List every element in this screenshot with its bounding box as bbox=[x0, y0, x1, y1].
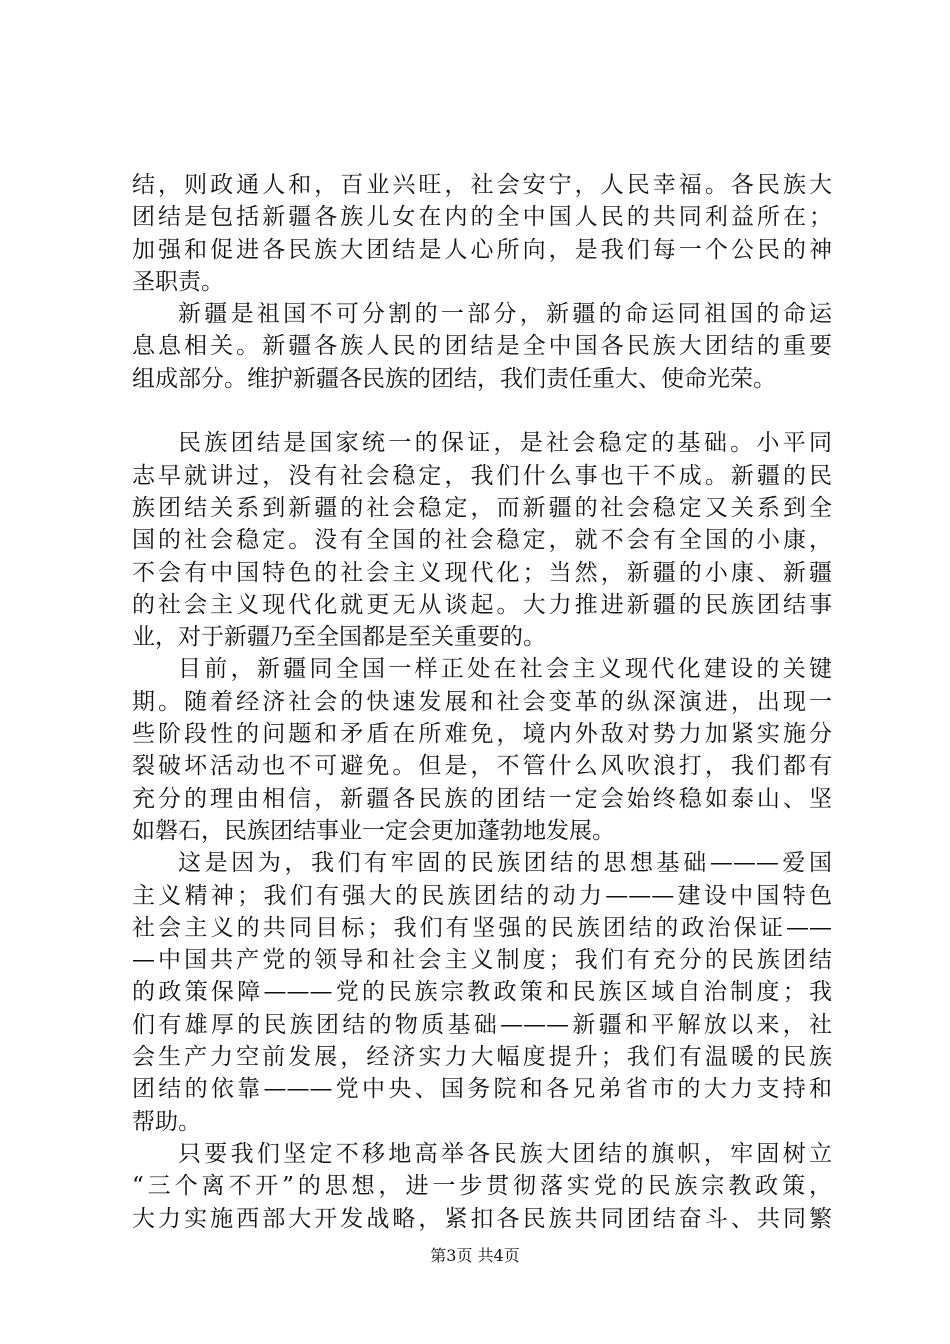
text-line: 不会有中国特色的社会主义现代化；当然，新疆的小康、新疆 bbox=[132, 559, 832, 586]
text-line: 团结的依靠———党中央、国务院和各兄弟省市的大力支持和 bbox=[132, 1076, 832, 1103]
text-line: 些阶段性的问题和矛盾在所难免，境内外敌对势力加紧实施分 bbox=[132, 721, 832, 748]
text-line: “三个离不开”的思想，进一步贯彻落实党的民族宗教政策， bbox=[132, 1173, 832, 1200]
text-line: 们有雄厚的民族团结的物质基础———新疆和平解放以来，社 bbox=[132, 1011, 832, 1038]
paragraph-first-line: 民族团结是国家统一的保证，是社会稳定的基础。小平同 bbox=[178, 430, 832, 457]
text-line: 主义精神；我们有强大的民族团结的动力———建设中国特色 bbox=[132, 882, 832, 909]
text-line: 期。随着经济社会的快速发展和社会变革的纵深演进，出现一 bbox=[132, 688, 832, 715]
paragraph-gap bbox=[132, 395, 832, 427]
paragraph-first-line: 只要我们坚定不移地高举各民族大团结的旗帜，牢固树立 bbox=[178, 1140, 832, 1167]
paragraph-first-line: 新疆是祖国不可分割的一部分，新疆的命运同祖国的命运 bbox=[178, 301, 832, 328]
text-line: 帮助。 bbox=[132, 1108, 201, 1135]
text-line: 息息相关。新疆各族人民的团结是全中国各民族大团结的重要 bbox=[132, 333, 832, 360]
text-line: 志早就讲过，没有社会稳定，我们什么事也干不成。新疆的民 bbox=[132, 462, 832, 489]
text-line: 国的社会稳定。没有全国的社会稳定，就不会有全国的小康， bbox=[132, 527, 832, 554]
text-line: 的社会主义现代化就更无从谈起。大力推进新疆的民族团结事 bbox=[132, 591, 832, 618]
text-line: 如磐石，民族团结事业一定会更加蓬勃地发展。 bbox=[132, 817, 615, 844]
text-line: 族团结关系到新疆的社会稳定，而新疆的社会稳定又关系到全 bbox=[132, 494, 832, 521]
body-text bbox=[132, 169, 832, 1235]
text-line: 大力实施西部大开发战略，紧扣各民族共同团结奋斗、共同繁 bbox=[132, 1205, 832, 1232]
text-line: 的政策保障———党的民族宗教政策和民族区域自治制度；我 bbox=[132, 979, 832, 1006]
text-line: 会生产力空前发展，经济实力大幅度提升；我们有温暖的民族 bbox=[132, 1044, 832, 1071]
text-line: 圣职责。 bbox=[132, 268, 224, 295]
text-line: 业，对于新疆乃至全国都是至关重要的。 bbox=[132, 624, 546, 651]
text-line: 裂破坏活动也不可避免。但是，不管什么风吹浪打，我们都有 bbox=[132, 753, 832, 780]
text-line: 充分的理由相信，新疆各民族的团结一定会始终稳如泰山、坚 bbox=[132, 785, 832, 812]
text-line: —中国共产党的领导和社会主义制度；我们有充分的民族团结 bbox=[132, 947, 832, 974]
text-line: 团结是包括新疆各族儿女在内的全中国人民的共同利益所在； bbox=[132, 204, 832, 231]
text-line: 组成部分。维护新疆各民族的团结，我们责任重大、使命光荣。 bbox=[132, 365, 776, 392]
paragraph-first-line: 目前，新疆同全国一样正处在社会主义现代化建设的关键 bbox=[178, 656, 832, 683]
text-line: 加强和促进各民族大团结是人心所向，是我们每一个公民的神 bbox=[132, 236, 832, 263]
text-line: 社会主义的共同目标；我们有坚强的民族团结的政治保证—— bbox=[132, 914, 832, 941]
text-line: 结，则政通人和，百业兴旺，社会安宁，人民幸福。各民族大 bbox=[132, 172, 832, 198]
page-footer: 第3页 共4页 bbox=[430, 1246, 520, 1265]
paragraph-first-line: 这是因为，我们有牢固的民族团结的思想基础———爱国 bbox=[178, 850, 832, 877]
